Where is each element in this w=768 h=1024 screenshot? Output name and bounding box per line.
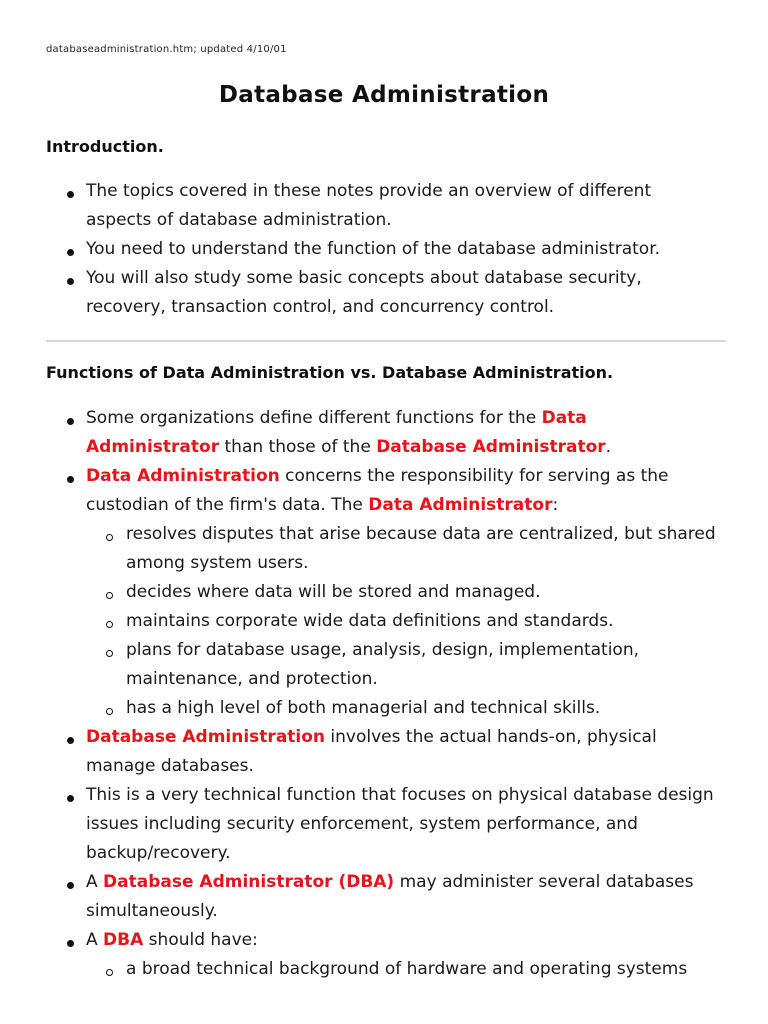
list-item: The topics covered in these notes provide an overview of different aspects of database administration. xyxy=(46,177,716,235)
list-item xyxy=(46,723,716,781)
functions-list xyxy=(46,404,716,984)
term-dba-full: Database Administrator (DBA) xyxy=(103,872,395,892)
list-item xyxy=(46,926,716,984)
list-item: You need to understand the function of the database administrator. xyxy=(46,235,716,264)
sub-list-item: decides where data will be stored and managed. xyxy=(86,578,716,607)
sub-list-item: plans for database usage, analysis, design, implementation, maintenance, and protection. xyxy=(86,636,716,694)
list-item: This is a very technical function that focuses on physical database design issues including security enforcement, system performance, and backup/recovery. xyxy=(46,781,716,868)
section-divider xyxy=(46,340,726,342)
sub-list-item: has a high level of both managerial and technical skills. xyxy=(86,694,716,723)
intro-list xyxy=(46,177,716,322)
text-segment: should have: xyxy=(143,930,258,950)
text-segment: A xyxy=(86,872,104,892)
functions-heading: Functions of Data Administration vs. Database Administration. xyxy=(46,363,614,382)
term-database-administration: Database Administration xyxy=(86,727,326,747)
text-segment: involves the actual hands-on, physical manage databases. xyxy=(86,727,657,776)
sub-list-item: maintains corporate wide data definitions and standards. xyxy=(86,607,716,636)
list-item xyxy=(46,868,716,926)
text-segment: concerns the responsibility for serving as the custodian of the firm's data. The xyxy=(86,466,669,515)
text-segment: . xyxy=(605,437,612,457)
term-data-administrator: Data Administrator xyxy=(86,408,587,457)
list-item: You will also study some basic concepts about database security, recovery, transaction control, and concurrency control. xyxy=(46,264,716,322)
list-item xyxy=(46,462,716,723)
sub-list-item: resolves disputes that arise because data are centralized, but shared among system users. xyxy=(86,520,716,578)
text-segment: Some organizations define different functions for the xyxy=(86,408,542,428)
text-segment: than those of the xyxy=(219,437,377,457)
term-dba: DBA xyxy=(103,930,144,950)
term-data-administrator: Data Administrator xyxy=(368,495,553,515)
text-segment: A xyxy=(86,930,104,950)
intro-heading: Introduction. xyxy=(46,137,164,156)
list-item xyxy=(46,404,716,462)
sub-list-item: a broad technical background of hardware and operating systems xyxy=(86,955,716,984)
text-segment: : xyxy=(552,495,559,515)
data-administrator-duties xyxy=(86,520,716,723)
page-title: Database Administration xyxy=(218,82,550,108)
text-segment: may administer several databases simultaneously. xyxy=(86,872,694,921)
file-info: databaseadministration.htm; updated 4/10/01 xyxy=(46,44,287,55)
dba-requirements xyxy=(86,955,716,984)
term-data-administration: Data Administration xyxy=(86,466,280,486)
term-database-administrator: Database Administrator xyxy=(376,437,606,457)
